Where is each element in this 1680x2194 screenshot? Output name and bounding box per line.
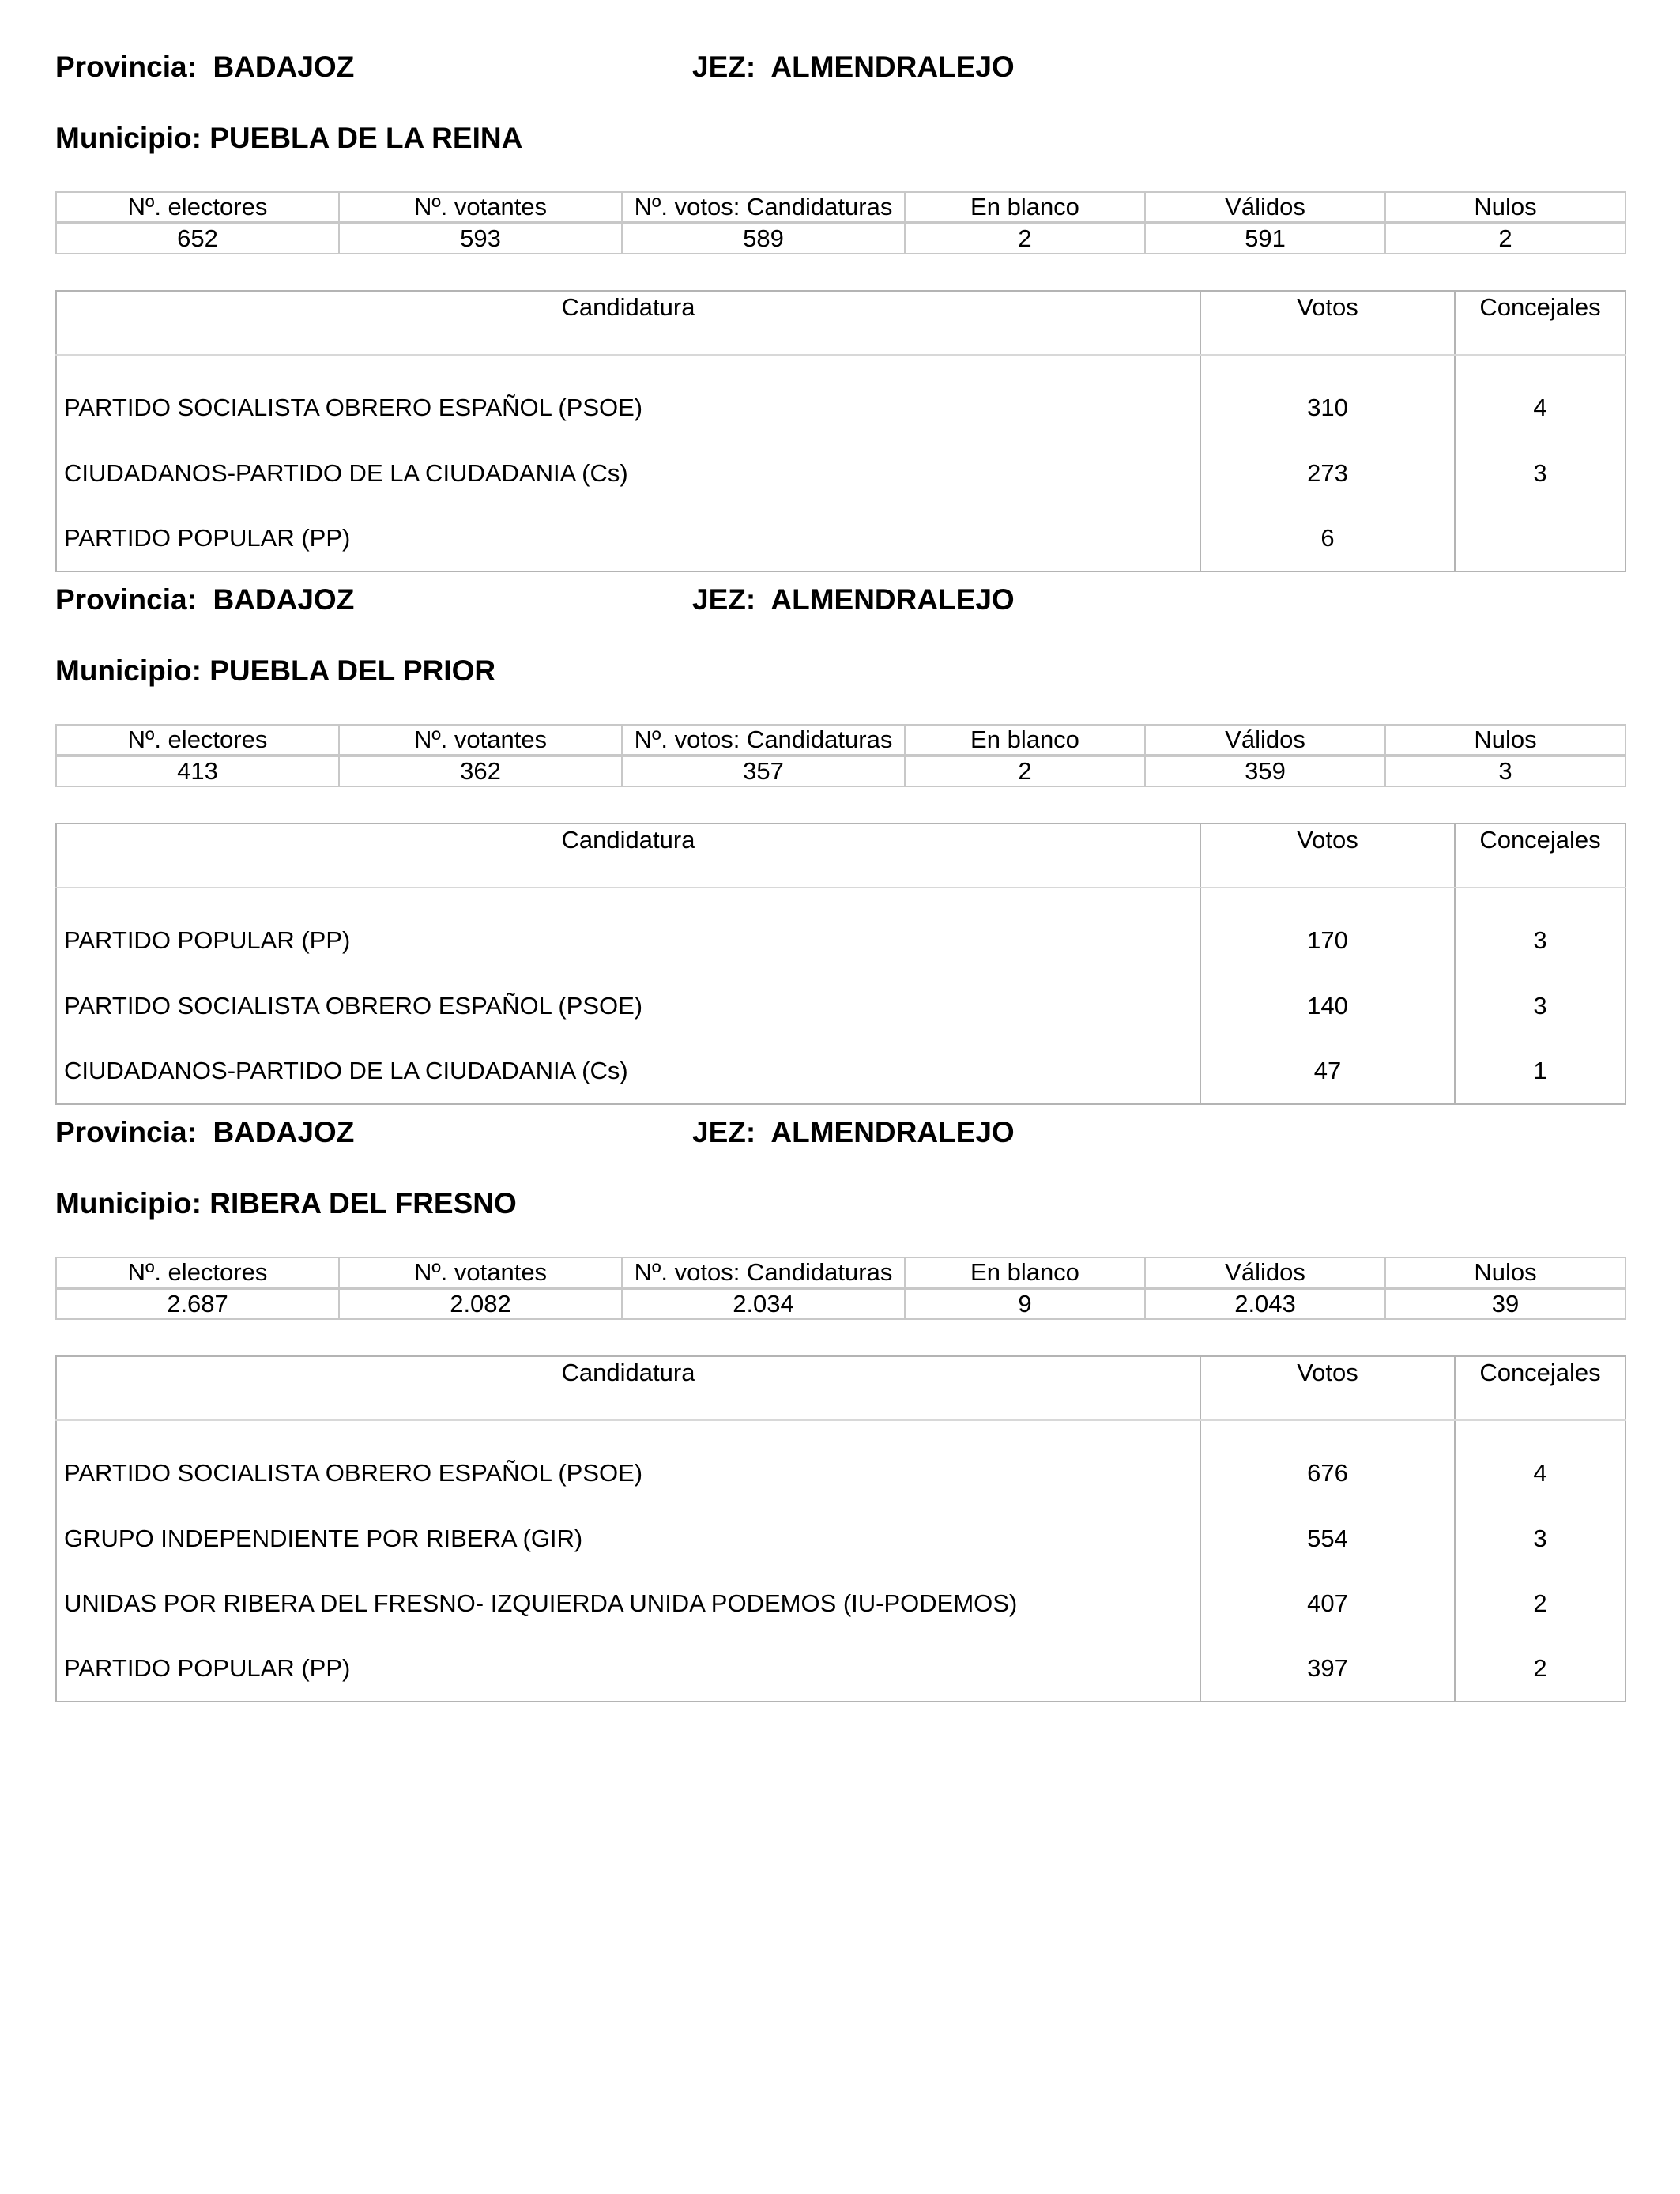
header-candidaturas: Nº. votos: Candidaturas <box>622 725 905 756</box>
province-name: BADAJOZ <box>213 51 355 83</box>
header-votos: Votos <box>1200 1356 1455 1420</box>
province-header <box>55 583 1625 621</box>
municipality-name: RIBERA DEL FRESNO <box>209 1187 517 1220</box>
results-header-row <box>56 291 1625 355</box>
table-row <box>56 506 1625 571</box>
value-blanco: 2 <box>905 756 1145 786</box>
province-line: Provincia: BADAJOZ <box>55 51 355 83</box>
results-header-row <box>56 824 1625 888</box>
results-header-row <box>56 1356 1625 1420</box>
header-electores: Nº. electores <box>56 192 339 223</box>
value-nulos: 2 <box>1385 223 1625 254</box>
header-votantes: Nº. votantes <box>339 1257 622 1288</box>
results-table <box>55 823 1626 1105</box>
table-row <box>56 355 1625 441</box>
header-blanco: En blanco <box>905 725 1145 756</box>
jez-line: JEZ: ALMENDRALEJO <box>692 583 1015 616</box>
party-name: CIUDADANOS-PARTIDO DE LA CIUDADANIA (Cs) <box>56 441 1200 506</box>
header-nulos: Nulos <box>1385 192 1625 223</box>
party-seats: 3 <box>1533 459 1547 487</box>
party-name: CIUDADANOS-PARTIDO DE LA CIUDADANIA (Cs) <box>56 1039 1200 1104</box>
value-validos: 359 <box>1145 756 1385 786</box>
province-header <box>55 51 1625 89</box>
party-name: PARTIDO POPULAR (PP) <box>56 888 1200 974</box>
municipality-name: PUEBLA DE LA REINA <box>209 122 523 154</box>
header-concejales: Concejales <box>1455 1356 1625 1420</box>
header-validos: Válidos <box>1145 192 1385 223</box>
party-seats <box>1455 506 1625 571</box>
party-seats: 4 <box>1533 1459 1547 1487</box>
header-candidatura: Candidatura <box>56 291 1200 355</box>
party-seats: 2 <box>1533 1654 1547 1682</box>
value-electores: 2.687 <box>56 1288 339 1319</box>
party-name: PARTIDO SOCIALISTA OBRERO ESPAÑOL (PSOE) <box>56 355 1200 441</box>
municipality-title: Municipio: RIBERA DEL FRESNO <box>55 1187 517 1220</box>
party-name: PARTIDO SOCIALISTA OBRERO ESPAÑOL (PSOE) <box>56 974 1200 1039</box>
value-blanco: 2 <box>905 223 1145 254</box>
header-votantes: Nº. votantes <box>339 725 622 756</box>
municipality-section <box>55 51 1625 572</box>
party-votes: 6 <box>1200 506 1455 571</box>
value-electores: 413 <box>56 756 339 786</box>
value-nulos: 39 <box>1385 1288 1625 1319</box>
table-row <box>56 1571 1625 1636</box>
header-votos: Votos <box>1200 291 1455 355</box>
header-electores: Nº. electores <box>56 725 339 756</box>
party-name: PARTIDO POPULAR (PP) <box>56 506 1200 571</box>
stats-header-row <box>56 192 1625 223</box>
municipality-title: Municipio: PUEBLA DE LA REINA <box>55 122 523 154</box>
header-blanco: En blanco <box>905 192 1145 223</box>
party-votes: 397 <box>1200 1636 1455 1702</box>
header-votos: Votos <box>1200 824 1455 888</box>
municipality-name: PUEBLA DEL PRIOR <box>209 654 496 687</box>
party-votes: 676 <box>1200 1420 1455 1506</box>
party-name: UNIDAS POR RIBERA DEL FRESNO- IZQUIERDA UNIDA PODEMOS (IU-PODEMOS) <box>56 1571 1200 1636</box>
stats-header-row <box>56 1257 1625 1288</box>
province-header <box>55 1116 1625 1154</box>
table-row <box>56 441 1625 506</box>
province-line: Provincia: BADAJOZ <box>55 1116 355 1148</box>
party-seats: 1 <box>1533 1057 1547 1084</box>
header-concejales: Concejales <box>1455 291 1625 355</box>
party-seats: 2 <box>1533 1589 1547 1617</box>
table-row <box>56 1039 1625 1104</box>
party-votes: 310 <box>1200 355 1455 441</box>
stats-value-row <box>56 223 1625 254</box>
stats-value-row <box>56 1288 1625 1319</box>
party-seats: 3 <box>1533 926 1547 954</box>
party-votes: 273 <box>1200 441 1455 506</box>
jez-name: ALMENDRALEJO <box>770 1116 1015 1148</box>
census-stats-table <box>55 1257 1626 1320</box>
party-name: PARTIDO SOCIALISTA OBRERO ESPAÑOL (PSOE) <box>56 1420 1200 1506</box>
province-line: Provincia: BADAJOZ <box>55 583 355 616</box>
header-candidatura: Candidatura <box>56 1356 1200 1420</box>
jez-name: ALMENDRALEJO <box>770 583 1015 616</box>
jez-name: ALMENDRALEJO <box>770 51 1015 83</box>
header-concejales: Concejales <box>1455 824 1625 888</box>
party-name: GRUPO INDEPENDIENTE POR RIBERA (GIR) <box>56 1506 1200 1571</box>
value-nulos: 3 <box>1385 756 1625 786</box>
table-row <box>56 1506 1625 1571</box>
header-votantes: Nº. votantes <box>339 192 622 223</box>
results-table <box>55 1355 1626 1702</box>
table-row <box>56 888 1625 974</box>
value-candidaturas: 357 <box>622 756 905 786</box>
municipality-title: Municipio: PUEBLA DEL PRIOR <box>55 654 496 687</box>
value-candidaturas: 589 <box>622 223 905 254</box>
province-name: BADAJOZ <box>213 583 355 616</box>
header-nulos: Nulos <box>1385 1257 1625 1288</box>
value-validos: 2.043 <box>1145 1288 1385 1319</box>
municipality-section <box>55 583 1625 1105</box>
header-electores: Nº. electores <box>56 1257 339 1288</box>
table-row <box>56 974 1625 1039</box>
header-candidaturas: Nº. votos: Candidaturas <box>622 1257 905 1288</box>
stats-value-row <box>56 756 1625 786</box>
party-votes: 140 <box>1200 974 1455 1039</box>
header-candidatura: Candidatura <box>56 824 1200 888</box>
party-seats: 4 <box>1533 394 1547 421</box>
party-votes: 170 <box>1200 888 1455 974</box>
header-nulos: Nulos <box>1385 725 1625 756</box>
party-votes: 554 <box>1200 1506 1455 1571</box>
value-votantes: 2.082 <box>339 1288 622 1319</box>
header-blanco: En blanco <box>905 1257 1145 1288</box>
value-votantes: 362 <box>339 756 622 786</box>
province-name: BADAJOZ <box>213 1116 355 1148</box>
header-candidaturas: Nº. votos: Candidaturas <box>622 192 905 223</box>
party-votes: 407 <box>1200 1571 1455 1636</box>
value-candidaturas: 2.034 <box>622 1288 905 1319</box>
party-votes: 47 <box>1200 1039 1455 1104</box>
value-electores: 652 <box>56 223 339 254</box>
value-votantes: 593 <box>339 223 622 254</box>
party-seats: 3 <box>1533 1525 1547 1552</box>
header-validos: Válidos <box>1145 1257 1385 1288</box>
party-seats: 3 <box>1533 992 1547 1020</box>
results-table <box>55 290 1626 572</box>
census-stats-table <box>55 724 1626 787</box>
header-validos: Válidos <box>1145 725 1385 756</box>
table-row <box>56 1420 1625 1506</box>
value-blanco: 9 <box>905 1288 1145 1319</box>
value-validos: 591 <box>1145 223 1385 254</box>
census-stats-table <box>55 191 1626 254</box>
jez-line: JEZ: ALMENDRALEJO <box>692 51 1015 83</box>
table-row <box>56 1636 1625 1702</box>
municipality-section <box>55 1116 1625 1702</box>
jez-line: JEZ: ALMENDRALEJO <box>692 1116 1015 1148</box>
stats-header-row <box>56 725 1625 756</box>
party-name: PARTIDO POPULAR (PP) <box>56 1636 1200 1702</box>
